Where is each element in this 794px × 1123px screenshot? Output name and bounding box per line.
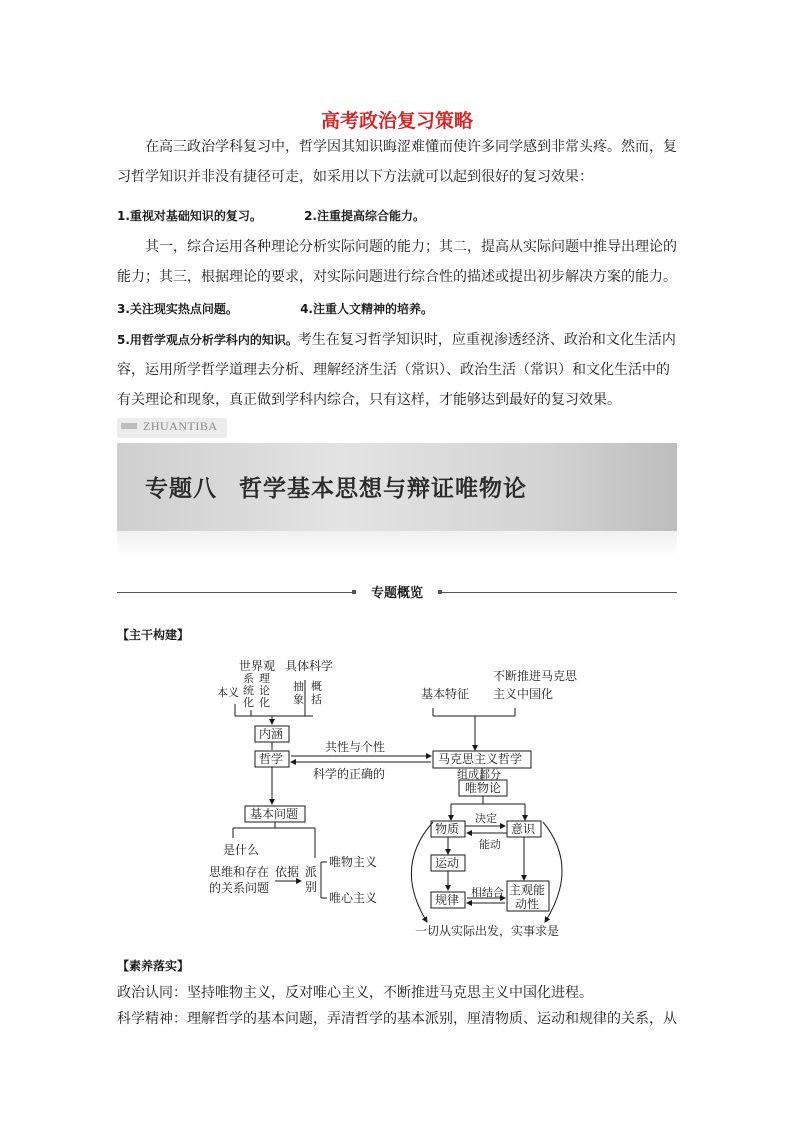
label-concrete-science: 具体科学 <box>285 659 334 673</box>
page-title: 高考政治复习策略 <box>320 110 473 132</box>
label-commonality: 共性与个性 <box>325 740 386 754</box>
tip-5-paragraph <box>117 325 677 415</box>
label-what-is: 是什么 <box>223 843 260 857</box>
label-essence: 本义 <box>217 686 239 699</box>
label-theorized: 理论化 <box>259 672 270 709</box>
label-consciousness: 意识 <box>511 822 536 836</box>
label-world-view: 世界观 <box>239 659 276 673</box>
intro-paragraph: 在高三政治学科复习中，哲学因其知识晦涩难懂而使许多同学感到非常头疼。然而，复习哲学知识并非没有捷径可走，如采用以下方法就可以起到很好的复习效果： <box>117 139 677 185</box>
label-abstract: 抽象 <box>293 680 304 706</box>
literacy-science <box>117 1004 677 1034</box>
label-thinking-being-1: 思维和存在 <box>209 865 270 879</box>
label-marxist-philosophy: 马克思主义哲学 <box>438 752 523 766</box>
label-sinicization-1: 不断推进马克思 <box>493 669 578 683</box>
label-component: 组成部分 <box>457 768 501 781</box>
political-text: 坚持唯物主义，反对唯心主义，不断推进马克思主义中国化进程。 <box>187 985 593 1001</box>
topic-number: 专题八 <box>145 476 217 502</box>
tip-5-text: 考生在复习哲学知识时，应重视渗透经济、政治和文化生活内容，运用所学哲学道理去分析、理解经济生活（常识）、政治生活（常识）和文化生活中的有关理论和现象，真正做到学科内综合，只有这样，才能够达到最好的复习效果。 <box>117 332 676 408</box>
label-school-2: 别 <box>305 880 318 894</box>
label-connotation: 内涵 <box>259 727 284 741</box>
label-school-1: 派 <box>305 865 318 879</box>
label-systematized: 系统化 <box>243 672 254 709</box>
label-thinking-being-2: 的关系问题 <box>209 881 270 895</box>
section-title: 专题概览 <box>370 586 423 601</box>
label-sinicization-2: 主义中国化 <box>493 687 554 701</box>
science-text: 理解哲学的基本问题，弄清哲学的基本派别，厘清物质、运动和规律的关系，从 <box>187 1011 677 1027</box>
tip-1: 1.重视对基础知识的复习。 <box>117 209 262 223</box>
topic-title: 哲学基本思想与辩证唯物论 <box>239 476 527 502</box>
tip-4: 4.注重人文精神的培养。 <box>300 302 433 316</box>
label-generalize: 概括 <box>311 680 322 706</box>
section-divider-left <box>117 592 354 593</box>
tips-row-1 <box>117 207 425 224</box>
label-philosophy: 哲学 <box>259 752 284 766</box>
label-subjective-1: 主观能 <box>509 883 546 897</box>
label-react: 能动 <box>479 838 501 851</box>
banner-tag <box>117 418 227 438</box>
banner-shadow <box>117 531 677 559</box>
label-motion: 运动 <box>435 856 460 870</box>
section-divider-dot-left <box>352 590 356 594</box>
label-basic-features: 基本特征 <box>421 687 470 701</box>
label-decide: 决定 <box>475 812 497 825</box>
main-structure-label: 【主干构建】 <box>117 628 190 642</box>
topic-heading <box>145 470 527 503</box>
label-subjective-2: 动性 <box>515 897 540 911</box>
concept-diagram <box>195 652 585 942</box>
label-idealism-school: 唯心主义 <box>329 891 378 905</box>
tips-row-2 <box>117 300 433 317</box>
banner-tag-text: ZHUANTIBA <box>143 418 218 433</box>
label-correct-science: 科学的正确的 <box>313 767 386 781</box>
tip-5-heading: 5.用哲学观点分析学科内的知识。 <box>117 333 298 347</box>
label-basis: 依据 <box>275 865 300 879</box>
political-label: 政治认同： <box>117 985 187 1001</box>
label-matter: 物质 <box>435 822 460 836</box>
section-divider-right <box>440 592 677 593</box>
literacy-label: 【素养落实】 <box>117 959 190 973</box>
tip-2-detail: 其一，综合运用各种理论分析实际问题的能力；其二，提高从实际问题中推导出理论的能力；其三，根据理论的要求，对实际问题进行综合性的描述或提出初步解决方案的能力。 <box>117 239 677 285</box>
label-materialism: 唯物论 <box>465 781 502 795</box>
label-law: 规律 <box>435 893 460 907</box>
tip-2: 2.注重提高综合能力。 <box>304 209 425 223</box>
label-materialism-school: 唯物主义 <box>329 855 378 869</box>
label-seek-truth: 一切从实际出发，实事求是 <box>415 924 560 938</box>
label-basic-question: 基本问题 <box>250 807 299 821</box>
tip-3: 3.关注现实热点问题。 <box>117 302 238 316</box>
label-combine: 相结合 <box>471 886 504 899</box>
science-label: 科学精神： <box>117 1011 187 1027</box>
